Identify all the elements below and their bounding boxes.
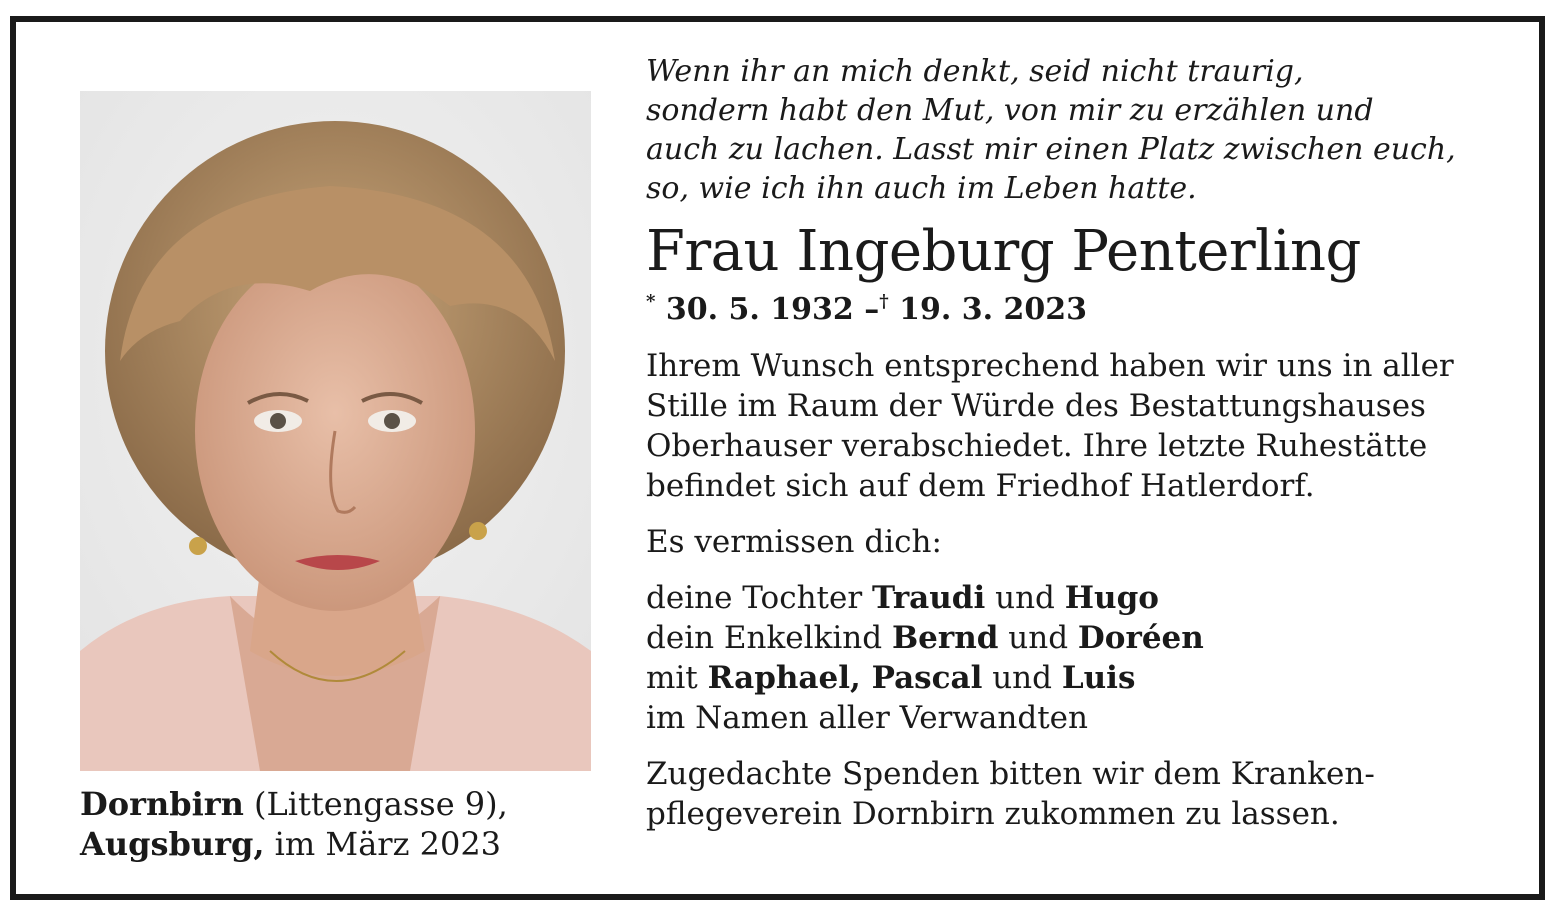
address: (Littengasse 9), <box>254 785 508 823</box>
mourner-prefix: mit <box>646 660 698 696</box>
quote-line: so, wie ich ihn auch im Leben hatte. <box>646 171 1197 206</box>
announcement-line: Oberhauser verabschiedet. Ihre letzte Ruhestätte <box>646 428 1428 464</box>
portrait-illustration <box>80 91 591 771</box>
memorial-quote <box>646 52 1526 208</box>
announcement-line: Ihrem Wunsch entsprechend haben wir uns in aller <box>646 348 1454 384</box>
announcement-text <box>646 346 1526 834</box>
mourner-name: Bernd <box>891 620 999 656</box>
quote-line: Wenn ihr an mich denkt, seid nicht traurig, <box>646 54 1304 89</box>
obituary-text-column <box>646 52 1526 834</box>
mourner-and: und <box>1008 620 1069 656</box>
spacer <box>646 506 1526 522</box>
birth-symbol: * <box>646 291 656 312</box>
city-augsburg: Augsburg, <box>80 825 265 863</box>
birth-date: 30. 5. 1932 <box>665 292 854 327</box>
mourner-and: und <box>992 660 1052 696</box>
death-date: 19. 3. 2023 <box>899 292 1088 327</box>
mourner-name: Hugo <box>1064 580 1159 616</box>
mourners-line-2 <box>646 618 1526 658</box>
donation-line: pflegeverein Dornbirn zukommen zu lassen. <box>646 796 1340 832</box>
life-dates <box>646 284 1526 328</box>
mourners-line-4: im Namen aller Verwandten <box>646 700 1088 736</box>
quote-line: auch zu lachen. Lasst mir einen Platz zwischen euch, <box>646 132 1456 167</box>
mourner-name: Raphael, Pascal <box>707 660 983 696</box>
mourners-line-1 <box>646 578 1526 618</box>
spacer <box>646 738 1526 754</box>
spacer <box>646 562 1526 578</box>
mourner-name: Doréen <box>1077 620 1204 656</box>
announcement-date: im März 2023 <box>274 825 502 863</box>
mourner-prefix: deine Tochter <box>646 580 863 616</box>
mourner-name: Luis <box>1061 660 1136 696</box>
date-separator: – <box>864 292 880 327</box>
donation-line: Zugedachte Spenden bitten wir dem Kranken- <box>646 756 1375 792</box>
place-and-date <box>80 784 600 864</box>
deceased-name: Frau Ingeburg Penterling <box>646 219 1361 284</box>
announcement-line: Stille im Raum der Würde des Bestattungshauses <box>646 388 1426 424</box>
quote-line: sondern habt den Mut, von mir zu erzählen und <box>646 93 1374 128</box>
place-line-2 <box>80 824 600 864</box>
mourners-intro: Es vermissen dich: <box>646 524 942 560</box>
mourner-and: und <box>995 580 1055 616</box>
mourner-prefix: dein Enkelkind <box>646 620 883 656</box>
city-dornbirn: Dornbirn <box>80 785 244 823</box>
portrait-photo <box>80 91 591 771</box>
place-line-1 <box>80 784 600 824</box>
death-symbol: † <box>879 291 889 312</box>
mourners-line-3 <box>646 658 1526 698</box>
mourner-name: Traudi <box>872 580 986 616</box>
announcement-line: befindet sich auf dem Friedhof Hatlerdorf. <box>646 468 1315 504</box>
obituary-frame <box>10 16 1545 900</box>
